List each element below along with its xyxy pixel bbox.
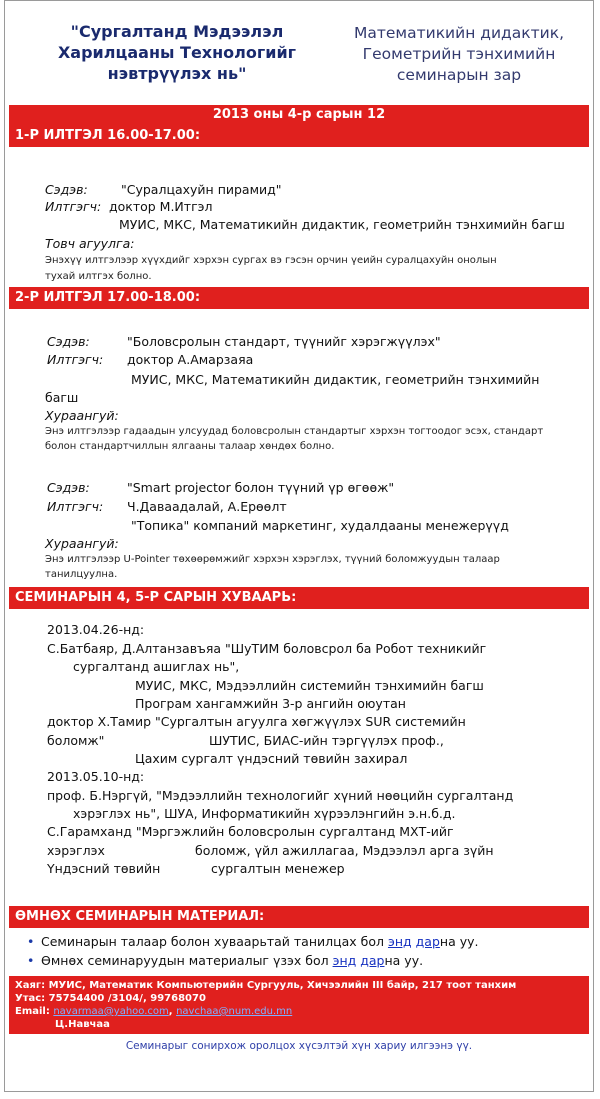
header (5, 1, 593, 105)
schedule-line: хэрэглэх нь", ШУА, Информатикийн хүрээлэнгийн э.н.б.д. (73, 806, 456, 821)
schedule-bar: СЕМИНАРЫН 4, 5-Р САРЫН ХУВААРЬ: (9, 587, 589, 609)
session1-topic-label: Сэдэв: (45, 182, 88, 197)
session1-summary-line1: Энэхүү илтгэлээр хүүхдийг хэрхэн сургах вэ гэсэн орчин үеийн суралцахуйн онолын (45, 255, 497, 266)
session2b-speaker-label: Илтгэгч: (47, 499, 104, 514)
schedule-line: проф. Б.Нэргүй, "Мэдээллийн технологийг хүний нөөцийн сургалтанд (47, 788, 514, 803)
materials-item2-text: Өмнөх семинаруудын материалыг үзэх бол (41, 953, 333, 968)
session2-bar: 2-Р ИЛТГЭЛ 17.00-18.00: (9, 287, 589, 309)
session1-topic: "Суралцахуйн пирамид" (121, 182, 282, 197)
session2a-summary-line2: болон стандартчиллын ялгааны талаар хөндөх болно. (45, 441, 335, 452)
session2a-affiliation-line2: багш (45, 390, 79, 405)
footer-email-separator: , (168, 1006, 177, 1017)
session2a-speaker: доктор А.Амарзаяа (127, 352, 254, 367)
session1-bar: 1-Р ИЛТГЭЛ 16.00-17.00: (9, 125, 589, 147)
session1-speaker: доктор М.Итгэл (109, 199, 213, 214)
schedule-block (5, 609, 593, 906)
session2b-summary-line2: танилцуулна. (45, 569, 118, 580)
footer-note: Семинарыг сонирхож оролцох хүсэлтэй хүн хариу илгээнэ үү. (125, 1040, 473, 1052)
schedule-line: Цахим сургалт үндэсний төвийн захирал (135, 751, 408, 766)
schedule-line: доктор Х.Тамир "Сургалтын агуулга хөгжүүлэх SUR системийн (47, 714, 466, 729)
schedule-line: сургалтын менежер (211, 861, 345, 876)
materials-item2-link-press[interactable]: дар (360, 953, 385, 968)
schedule-line: Үндэсний төвийн (47, 861, 161, 876)
footer-email-link-2[interactable]: navchaa@num.edu.mn (176, 1006, 293, 1017)
materials-item1-link-here[interactable]: энд (387, 934, 412, 949)
footer-email-row (15, 1005, 583, 1018)
session2b-topic: "Smart projector болон түүний үр өгөөж" (127, 480, 395, 495)
schedule-line: хэрэглэх (47, 843, 105, 858)
schedule-line: боломж" (47, 733, 105, 748)
schedule-line: 2013.05.10-нд: (47, 769, 145, 784)
schedule-line: С.Гарамханд "Мэргэжлийн боловсролын сургалтанд МХТ-ийг (47, 824, 454, 839)
session2b-summary-line1: Энэ илтгэлээр U-Pointer төхөөрөмжийг хэрхэн хэрэглэх, түүний боломжуудын талаар (45, 554, 500, 565)
materials-item1-suffix: на уу. (439, 934, 479, 949)
session2a-summary-line1: Энэ илтгэлээр гадаадын улсуудад боловсролын стандартыг хэрхэн тогтоодог эсэх, стандарт (45, 426, 544, 437)
schedule-line: С.Батбаяр, Д.Алтанзавъяа "ШуТИМ боловсрол ба Робот техникийг (47, 641, 487, 656)
materials-block (5, 928, 593, 976)
header-title-right: Математикийн дидактик, Геометрийн тэнхимийн семинарын зар (353, 24, 565, 84)
materials-bar: ӨМНӨХ СЕМИНАРЫН МАТЕРИАЛ: (9, 906, 589, 928)
materials-item1-text: Семинарын талаар болон хуваарьтай танилцах бол (41, 934, 388, 949)
footer-email-link-1[interactable]: navarmaa@yahoo.com (53, 1006, 169, 1017)
schedule-line: ШУТИС, БИАС-ийн тэргүүлэх проф., (209, 733, 444, 748)
footer-address-row (15, 979, 583, 992)
session2a-topic-label: Сэдэв: (47, 334, 90, 349)
schedule-line: 2013.04.26-нд: (47, 622, 145, 637)
footer-contact-name: Ц.Навчаа (55, 1019, 110, 1030)
session2a-affiliation-line1: МУИС, МКС, Математикийн дидактик, геометрийн тэнхимийн (131, 372, 540, 387)
session1-summary-label: Товч агуулга: (45, 236, 135, 251)
session1-summary-line2: тухай илтгэх болно. (45, 271, 152, 282)
materials-item2-suffix: на уу. (384, 953, 424, 968)
session2b-affiliation: "Топика" компаний маркетинг, худалдааны менежерүүд (131, 518, 509, 533)
session2a-speaker-label: Илтгэгч: (47, 352, 104, 367)
header-title-left: "Сургалтанд Мэдээлэл Харилцааны Технологийг нэвтрүүлэх нь" (57, 22, 297, 83)
bullet-icon: • (27, 934, 35, 949)
session2b-summary-label: Хураангуй: (45, 536, 119, 551)
footer-address-label: Хаяг: (15, 980, 46, 991)
session1-affiliation: МУИС, МКС, Математикийн дидактик, геометрийн тэнхимийн багш (119, 217, 565, 232)
schedule-line: Програм хангамжийн 3-р ангийн оюутан (135, 696, 406, 711)
footer-phone: 75754400 /3104/, 99768070 (48, 993, 206, 1004)
session1-speaker-label: Илтгэгч: (45, 199, 102, 214)
schedule-line: МУИС, МКС, Мэдээллийн системийн тэнхимийн багш (135, 678, 484, 693)
materials-item (27, 934, 478, 949)
schedule-line: сургалтанд ашиглах нь", (73, 659, 240, 674)
footer-phone-row (15, 992, 583, 1005)
bullet-icon: • (27, 953, 35, 968)
session2a-summary-label: Хураангуй: (45, 408, 119, 423)
announcement-page (4, 0, 594, 1092)
session2b-speaker: Ч.Даваадалай, А.Ерөөлт (127, 499, 287, 514)
footer-email-label: Email: (15, 1006, 50, 1017)
footer-contact (9, 976, 589, 1034)
materials-item (27, 953, 423, 968)
session2-block (5, 309, 593, 587)
session2b-topic-label: Сэдэв: (47, 480, 90, 495)
session1-block (5, 147, 593, 287)
footer-address: МУИС, Математик Компьютерийн Сургууль, Хичээлийн III байр, 217 тоот танхим (48, 980, 517, 991)
materials-item2-link-here[interactable]: энд (332, 953, 357, 968)
materials-item1-link-press[interactable]: дар (415, 934, 440, 949)
footer-phone-label: Утас: (15, 993, 46, 1004)
date-bar: 2013 оны 4-р сарын 12 (9, 105, 589, 125)
session2a-topic: "Боловсролын стандарт, түүнийг хэрэгжүүлэх" (127, 334, 441, 349)
schedule-line: боломж, үйл ажиллагаа, Мэдээлэл арга зүйн (195, 843, 494, 858)
